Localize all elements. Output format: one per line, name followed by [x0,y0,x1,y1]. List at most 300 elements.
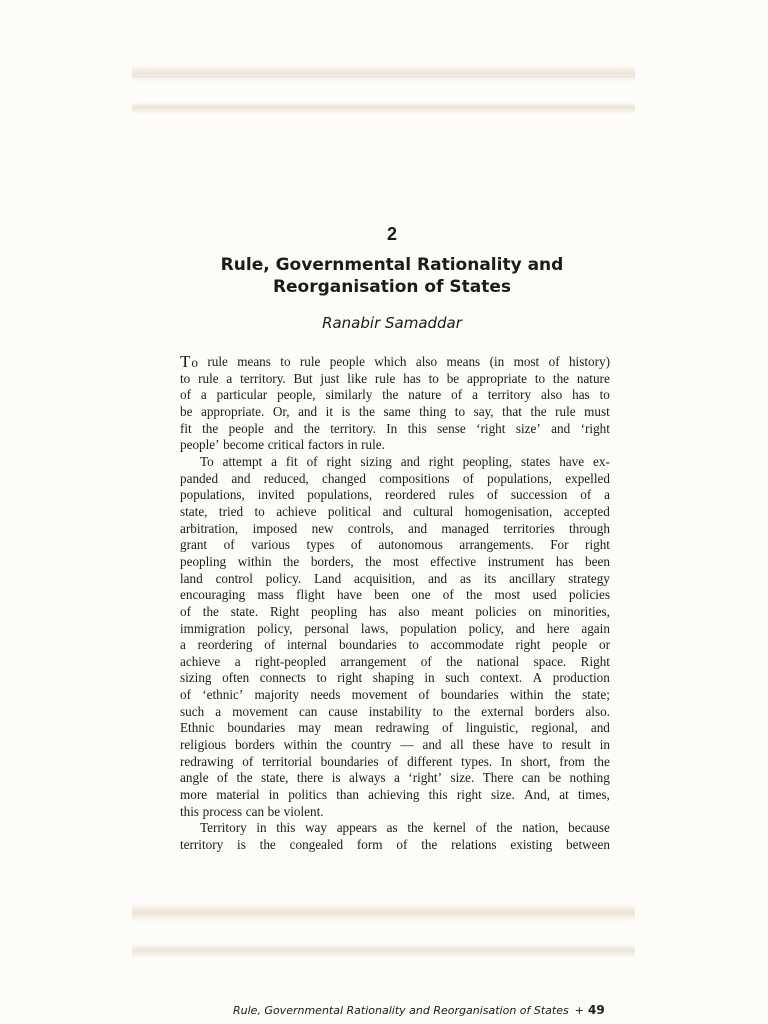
body-word: can [299,703,318,719]
body-line [180,354,610,371]
body-word: For [550,537,569,553]
page-edge-top [132,76,635,77]
body-word: short, [520,753,551,769]
body-word: internal [286,637,328,653]
body-word: thing [419,403,447,419]
body-word: effective [430,553,477,569]
body-word: right [585,537,610,553]
body-word: and [590,720,610,736]
body-word: process [202,803,243,819]
body-word: the [407,820,424,836]
body-word: of [420,653,432,669]
body-word: between [566,837,610,853]
body-word: has [403,370,421,386]
body-word: state; [582,687,610,703]
body-line [180,754,610,771]
body-line [180,471,610,488]
body-word: religious [180,737,227,753]
body-line [180,487,610,504]
body-word: cultural [413,503,454,519]
body-word: has [555,553,574,569]
body-word: linguistic, [465,720,519,736]
body-word: like [347,370,368,386]
body-word: of [418,687,430,703]
body-word: be [446,370,460,386]
body-line [180,537,610,554]
body-line [180,820,610,837]
body-word: arbitration, [180,520,239,536]
body-word: politics [288,787,328,803]
body-word: to [180,370,191,386]
body-word: and [422,737,442,753]
body-word: to [454,403,466,419]
body-line [180,720,610,737]
body-word: has [368,603,387,619]
body-word: A [532,670,543,686]
body-word: right [456,787,482,803]
body-line [180,504,610,521]
body-word: There [482,770,514,786]
body-word: sizing [360,453,392,469]
body-word: than [336,787,359,803]
body-word: new [311,520,334,536]
body-word: the [530,403,547,419]
body-word: policies [475,603,517,619]
body-word: sense [437,420,466,436]
body-word: autonomous [378,537,443,553]
body-word: various [251,537,290,553]
body-word: and [298,403,318,419]
body-word: all [450,737,464,753]
body-word: is [341,403,351,419]
body-word: just [320,370,340,386]
body-word: In [386,420,398,436]
body-word: the [552,370,570,386]
body-word: population [400,620,457,636]
body-word: people’ [180,437,220,453]
body-word: more [180,787,208,803]
body-word: the [283,553,300,569]
body-word: such [180,703,205,719]
body-word: critical [267,437,305,453]
body-word: to [599,387,610,403]
body-line [180,554,610,571]
body-word: Ethnic [180,720,215,736]
body-word: most [393,553,419,569]
body-word: cause [328,703,358,719]
body-word: peopling [311,603,358,619]
body-word: a [271,453,277,469]
body-word: people [228,420,264,436]
body-word: of [242,753,254,769]
body-word: attempt [222,453,263,469]
body-word: been [374,587,400,603]
body-word: nature [408,387,442,403]
body-word: in [599,737,610,753]
body-word: Right [580,653,610,669]
body-word: ancillary [509,570,556,586]
body-word: also [540,387,563,403]
body-word: of [462,470,474,486]
body-word: as [386,820,398,836]
body-word: achieving [368,787,420,803]
body-word: the [358,403,375,419]
body-word: same [383,403,411,419]
body-line [180,704,610,721]
body-word: violent. [283,803,324,819]
body-word: times, [577,787,610,803]
body-word: rule [299,354,321,369]
body-line [180,604,610,621]
body-word: been [585,553,610,569]
body-word: Territory [200,820,247,836]
body-word: right [326,453,352,469]
body-word: from [559,753,585,769]
body-word: ‘ethnic’ [202,687,244,703]
body-word: state, [180,503,208,519]
body-word: within [283,737,318,753]
body-word: populations, [180,487,245,503]
body-word: congealed [289,837,344,853]
body-word: production [552,670,610,686]
body-word: to [408,637,419,653]
body-word: political [327,503,372,519]
body-word: result [561,737,591,753]
body-word: accommodate [430,637,504,653]
body-word: minorities, [553,603,610,619]
body-word: also. [585,703,610,719]
body-word: in [256,820,267,836]
body-word: similarly [325,387,373,403]
body-word: laws, [360,620,389,636]
body-word: policies [568,587,610,603]
body-word: the [382,387,399,403]
body-word: a [234,653,241,669]
body-word: the [496,820,513,836]
body-word: redrawing [375,720,429,736]
body-word: factors [307,437,344,453]
body-word: a [180,637,186,653]
body-word: and [231,470,251,486]
body-word: borders [534,703,575,719]
body-word: to [254,503,265,519]
body-word: of [180,387,191,403]
body-word: right [428,453,454,469]
body-line [180,587,610,604]
body-word: state. [230,603,259,619]
body-word: populations, [487,470,552,486]
body-word: of [442,587,454,603]
body-word: movement [232,703,288,719]
body-word: borders, [310,553,354,569]
body-word: appropriate. [200,403,265,419]
body-line [180,654,610,671]
body-word: instrument [487,553,545,569]
body-word: control [215,570,253,586]
body-word: in [347,437,358,453]
body-word: panded [180,470,219,486]
body-line [180,437,610,454]
body-line [180,454,610,471]
body-word: shaping [372,670,414,686]
body-word: different [407,753,453,769]
body-word: — [400,737,414,753]
body-word: of [306,453,318,469]
body-word: appropriate [466,370,528,386]
body-word: always [348,770,386,786]
body-word: national [476,653,520,669]
body-word: particular [216,387,268,403]
body-word: the [421,837,438,853]
body-word: succession [510,487,568,503]
body-word: and [428,570,448,586]
body-word: needs [310,687,341,703]
body-word: through [568,520,610,536]
body-word: there [296,770,324,786]
body-word: rule [198,370,219,386]
body-word: encouraging [180,587,246,603]
body-word: nation, [522,820,559,836]
body-word: to [428,370,439,386]
body-word: land [180,570,203,586]
body-word: personal [304,620,350,636]
body-word: acquisition, [354,570,416,586]
body-word: this [276,820,296,836]
body-word: people [329,354,365,369]
body-word: existing [510,837,553,853]
body-word: achieve [276,503,317,519]
body-word: one [411,587,431,603]
running-footer [233,1002,605,1019]
body-word: borders [235,737,275,753]
body-word: it [325,403,333,419]
body-word: a [604,487,610,503]
body-word: sizing [180,670,212,686]
body-word: of [396,837,408,853]
body-word: policy. [265,570,302,586]
body-word: has [572,387,590,403]
body-word: can [521,770,541,786]
chapter-number: 2 [386,224,397,244]
body-word: the [303,420,320,436]
body-word: territory [180,837,224,853]
body-word: kernel [433,820,467,836]
body-word: size’ [515,420,541,436]
body-word: means [237,354,271,369]
body-word: invited [257,487,295,503]
footer-separator: + [574,1004,584,1017]
body-word: territory. [330,420,376,436]
body-word: Land [314,570,342,586]
body-line [180,421,610,438]
body-word: within [509,687,544,703]
body-word: size. [491,787,515,803]
body-word: size. [450,770,475,786]
body-word: to [542,737,553,753]
body-word: rules [448,487,475,503]
body-word: have [337,587,362,603]
body-word: people [552,637,588,653]
body-line [180,621,610,638]
body-word: fit [285,453,298,469]
body-word: a [472,387,478,403]
body-word: strategy [568,570,610,586]
author-name: Ranabir Samaddar [322,314,462,332]
page-number: 49 [587,1003,605,1017]
body-word: flight [296,587,325,603]
body-word: types [306,537,335,553]
body-word: way [305,820,328,836]
body-word: of [580,487,592,503]
body-word: and [551,420,571,436]
body-line [180,571,610,588]
body-word: rule [555,403,576,419]
body-word: which [374,354,407,369]
body-word: material [216,787,260,803]
body-word: instability [368,703,422,719]
body-word: the [202,420,219,436]
body-word: changed [322,470,366,486]
body-word: most [513,354,540,369]
body-line [180,670,610,687]
body-word: of [441,720,453,736]
body-line [180,804,610,821]
body-word: of [180,687,191,703]
body-word: be [548,770,562,786]
body-word: arrangement [340,653,407,669]
body-word: this [407,420,427,436]
body-word: territories [503,520,555,536]
body-word: nothing [569,770,610,786]
body-word: state, [261,770,289,786]
body-word: tried [218,503,244,519]
body-word: states [520,453,551,469]
body-word: regional, [531,720,578,736]
body-word: also [415,354,438,369]
body-word: that [502,403,522,419]
body-word: within [237,553,272,569]
body-word: reordering [197,637,253,653]
body-word: a [394,770,400,786]
body-word: be [180,403,193,419]
page-edge-bottom-inner-shadow [132,944,635,958]
body-word: or [598,637,610,653]
body-word: connects [259,670,306,686]
body-line [180,387,610,404]
body-word: types. [461,753,493,769]
body-word: accepted [563,503,610,519]
body-word: this [180,803,200,819]
body-word: to [280,354,291,369]
body-word: achieve [180,653,221,669]
page-edge-top-inner-shadow [132,102,635,114]
body-word: peopling [180,553,227,569]
body-word: history) [568,354,610,369]
body-word: context. [479,670,523,686]
body-word: reordered [385,487,436,503]
chapter-title-line: Rule, Governmental Rationality and [220,255,564,275]
body-word: the [365,553,382,569]
body-word: often [222,670,250,686]
body-word: right-peopled [254,653,327,669]
body-word: means [446,354,481,369]
body-word: at [559,787,569,803]
body-word: boundaries [338,637,397,653]
body-word: Right [269,603,300,619]
body-word: grant [180,537,208,553]
body-text [180,354,610,854]
body-word: boundaries [440,687,499,703]
body-word: the [259,837,276,853]
body-line [180,404,610,421]
body-line [180,371,610,388]
body-word: mean [333,720,363,736]
body-word: fit [180,420,192,436]
body-line [180,687,610,704]
body-word: the [554,687,571,703]
body-word: imposed [252,520,298,536]
body-word: rule [374,370,396,386]
body-word: form [356,837,383,853]
body-word: And, [524,787,551,803]
body-word: rule [207,354,228,369]
body-word: and [515,620,535,636]
body-word: the [326,737,343,753]
body-word: say, [473,403,494,419]
body-word: of [487,487,499,503]
body-word: territorial [262,753,312,769]
body-word: to [432,703,443,719]
body-word: Or, [272,403,290,419]
chapter-title-line: Reorganisation of States [272,277,512,297]
body-word: external [481,703,524,719]
body-word: of [180,603,191,619]
body-word: of [475,820,487,836]
body-word: in [424,670,435,686]
body-word: also [398,603,420,619]
body-word: ‘right’ [408,770,442,786]
body-word: and [274,420,294,436]
body-word: boundaries [320,753,379,769]
body-word: compositions [379,470,450,486]
body-word: have [559,453,585,469]
body-word: controls, [347,520,394,536]
body-word: ex- [593,453,610,469]
body-word: these [472,737,500,753]
body-word: is [237,837,246,853]
body-word: is [331,770,341,786]
body-word: ‘right [580,420,610,436]
body-word: this [428,787,448,803]
body-word: and [400,453,420,469]
page-edge-bottom [132,913,635,914]
body-word: become [223,437,265,453]
body-word: nature [576,370,610,386]
body-word: meant [431,603,464,619]
body-word: people, [277,387,316,403]
body-word: (in [489,354,505,369]
body-word: as [459,570,471,586]
body-word: In [501,753,513,769]
body-word: homogenisation, [464,503,553,519]
body-word: reduced, [263,470,309,486]
running-footer-title: Rule, Governmental Rationality and Reorganisation of States [233,1004,569,1017]
page-edge-top-shadow [132,66,635,82]
body-word: country [351,737,392,753]
body-word: of [264,637,276,653]
body-line [180,521,610,538]
body-word: to [316,670,327,686]
